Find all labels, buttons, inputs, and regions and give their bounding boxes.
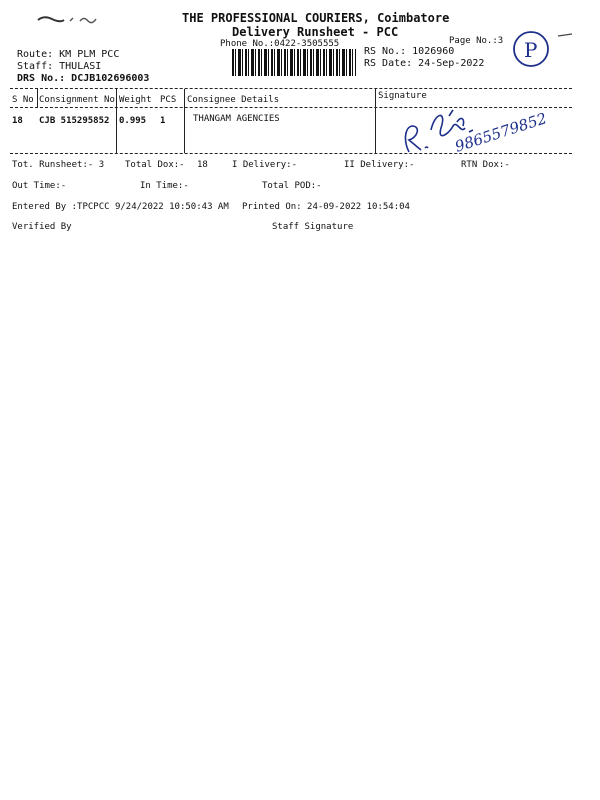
cell-pcs: 1	[160, 116, 166, 126]
table-top-rule	[10, 88, 572, 89]
rs-date: RS Date: 24-Sep-2022	[364, 58, 485, 69]
col-header-pcs: PCS	[160, 95, 177, 105]
cell-consignee: THANGAM AGENCIES	[193, 114, 280, 124]
cell-weight: 0.995	[119, 116, 147, 126]
i-delivery: I Delivery:-	[232, 160, 298, 170]
svg-text:P: P	[524, 38, 538, 62]
page-number: Page No.:3	[449, 36, 504, 46]
total-dox-value: 18	[197, 160, 208, 170]
tot-runsheet: Tot. Runsheet:- 3	[12, 160, 105, 170]
ii-delivery: II Delivery:-	[344, 160, 415, 170]
drs-number: DRS No.: DCJB102696003	[17, 73, 150, 84]
rs-number: RS No.: 1026960	[364, 46, 455, 57]
printed-on: Printed On: 24-09-2022 10:54:04	[242, 202, 410, 212]
entered-by: Entered By :TPCPCC 9/24/2022 10:50:43 AM	[12, 202, 229, 212]
verified-by: Verified By	[12, 222, 72, 232]
scan-smudge	[36, 12, 100, 26]
col-divider	[184, 89, 185, 153]
circled-mark-handwritten	[512, 30, 576, 72]
route-field: Route: KM PLM PCC	[17, 49, 120, 60]
staff-signature: Staff Signature	[272, 222, 354, 232]
staff-field: Staff: THULASI	[17, 61, 102, 72]
table-bottom-rule	[10, 153, 572, 154]
col-divider	[116, 89, 117, 153]
col-divider	[375, 89, 376, 153]
in-time: In Time:-	[140, 181, 189, 191]
phone-number: Phone No.:0422-3505555	[220, 39, 340, 49]
barcode	[232, 49, 356, 76]
total-dox-label: Total Dox:-	[125, 160, 185, 170]
col-header-consignee: Consignee Details	[187, 95, 280, 105]
col-header-weight: Weight	[119, 95, 152, 105]
col-header-signature: Signature	[378, 91, 427, 101]
col-header-consignment: Consignment No	[39, 95, 115, 105]
company-name: THE PROFESSIONAL COURIERS, Coimbatore	[182, 11, 450, 25]
handwritten-signature	[395, 100, 555, 160]
col-header-sno: S No	[12, 95, 34, 105]
total-pod: Total POD:-	[262, 181, 322, 191]
svg-text:9865579852: 9865579852	[452, 109, 550, 156]
out-time: Out Time:-	[12, 181, 67, 191]
cell-sno: 18	[12, 116, 23, 126]
rtn-dox: RTN Dox:-	[461, 160, 510, 170]
cell-consignment: CJB 515295852	[39, 116, 110, 126]
col-divider	[37, 89, 38, 107]
document-title: Delivery Runsheet - PCC	[232, 25, 399, 39]
